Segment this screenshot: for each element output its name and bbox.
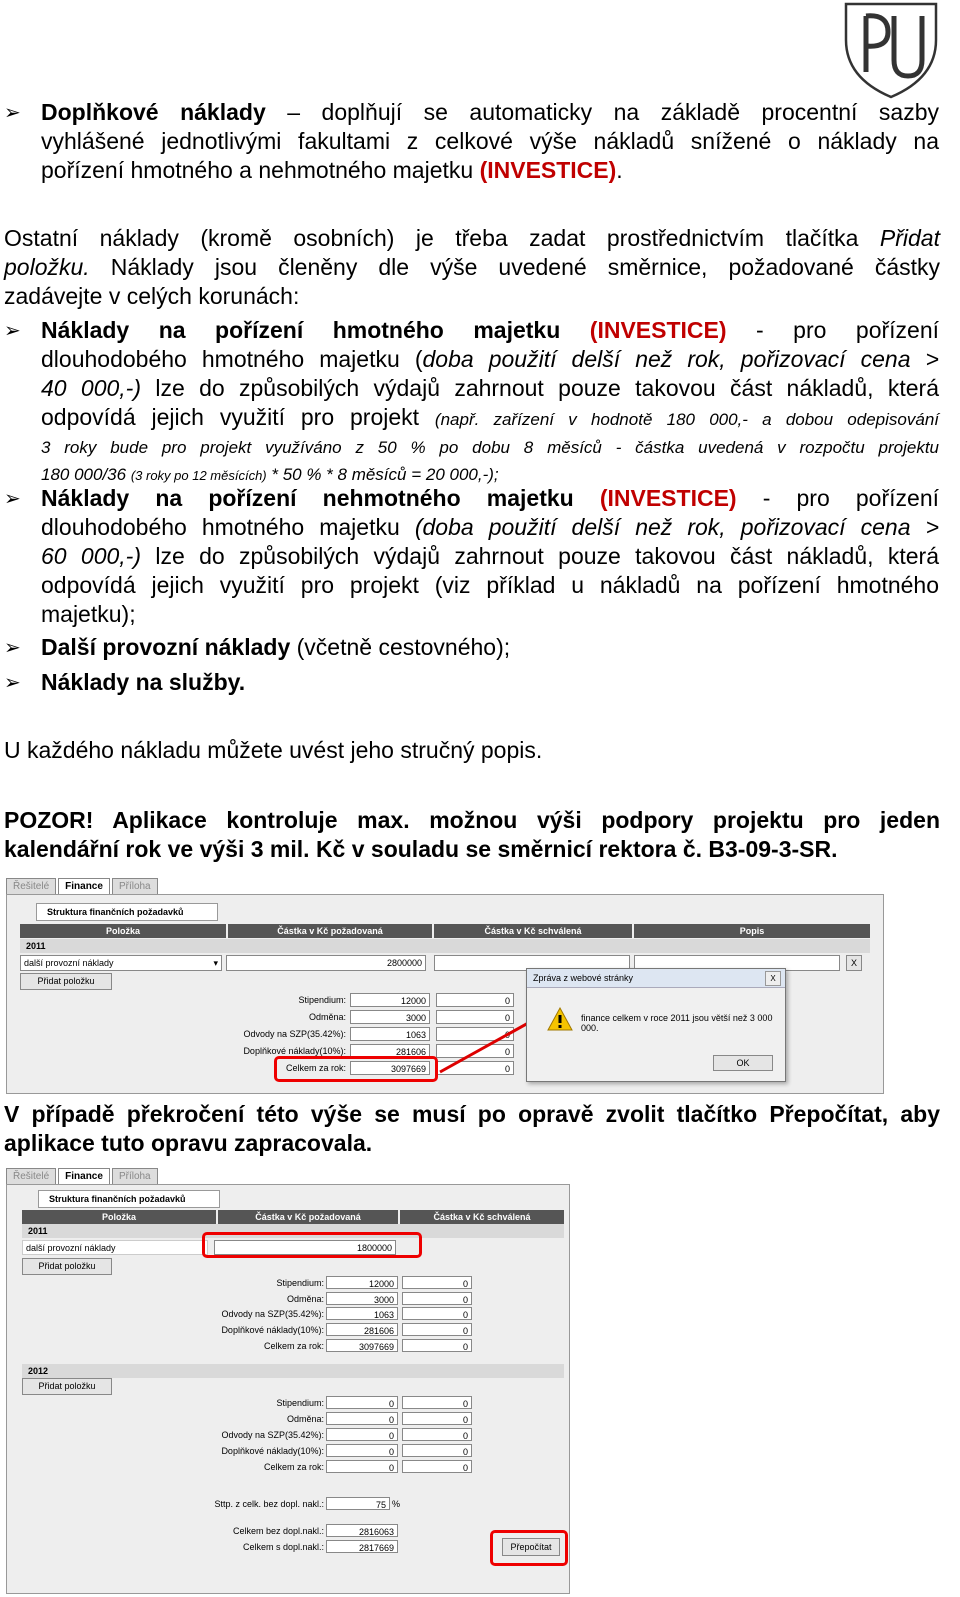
row-value: 12000 [326,1276,398,1289]
add-item-button[interactable]: Přidat položku [22,1378,112,1395]
row-label: Celkem za rok: [285,1063,346,1073]
text-fragment: - pro pořízení [726,317,940,343]
row-approved: 0 [402,1444,472,1457]
bullet-doplnkove-naklady [41,98,939,185]
row-approved: 0 [436,1010,514,1024]
text-fragment: (doba použití delší než rok, pořizovací cena > [414,514,939,540]
year-label: 2011 [20,939,870,953]
row-approved: 0 [402,1396,472,1409]
row-value: 0 [326,1444,398,1457]
rate-label: Sttp. z celk. bez dopl. nakl.: [214,1499,324,1509]
row-value: 281606 [350,1044,430,1058]
text-fragment: (např. zařízení v hodnotě 180 000,- a dobou odepisování [434,410,939,429]
tab-finance[interactable]: Finance [58,878,110,894]
row-label: Stipendium: [276,1278,324,1288]
paragraph-popis: U každého nákladu můžete uvést jeho stručný popis. [4,737,543,763]
row-label: Odměna: [286,1294,324,1304]
text-line: majetku); [41,601,136,627]
total-without-label: Celkem bez dopl.nakl.: [232,1526,324,1536]
bullet-title: Náklady na pořízení hmotného majetku [41,317,561,343]
row-approved: 0 [436,1044,514,1058]
row-approved: 0 [402,1276,472,1289]
total-with-value: 2817669 [326,1540,398,1553]
text-line: Náklady jsou členěny dle výše uvedené směrnice, požadované částky [89,254,940,280]
row-label: Doplňkové náklady(10%): [221,1446,324,1456]
text-fragment: odpovídá jejich využití pro projekt [41,404,435,430]
investice-label: (INVESTICE) [589,317,727,343]
row-approved: 0 [402,1460,472,1473]
screenshot-finance-recalc [6,1166,570,1594]
text-fragment: dlouhodobého hmotného majetku ( [41,346,423,372]
text-line: Ostatní náklady (kromě osobních) je třeba zadat prostřednictvím tlačítka [4,225,880,251]
text-line: zadávejte v celých korunách: [4,283,300,309]
highlight-amount [202,1232,422,1258]
text-fragment: 40 000,-) [41,375,141,401]
select-value: další provozní náklady [24,958,114,968]
row-label: Odměna: [308,1012,346,1022]
text-line: 3 roky bude pro projekt využíváno z 50 % po dobu 8 měsíců - částka uvedená v rozpočtu projektu [41,438,939,457]
add-item-button[interactable]: Přidat položku [22,1258,112,1275]
row-approved: 0 [402,1412,472,1425]
year-label: 2011 [22,1224,564,1238]
row-value: 0 [326,1412,398,1425]
row-value: 1063 [326,1307,398,1320]
row-label: Odměna: [286,1414,324,1424]
dialog-ok-button[interactable]: OK [713,1055,773,1071]
dialog-titlebar [527,969,785,988]
dialog-title: Zpráva z webové stránky [533,973,634,983]
investice-label: (INVESTICE) [479,157,617,183]
dialog-message: finance celkem v roce 2011 jsou větší než 3 000 000. [581,1013,773,1033]
text-line: V případě překročení této výše se musí po opravě zvolit tlačítko Přepočítat, aby [4,1101,940,1127]
text-fragment: lze do způsobilých výdajů zahrnout pouze takovou část nákladů, která [141,543,939,569]
column-header: Popis [634,924,870,938]
row-approved: 0 [402,1428,472,1441]
column-header: Položka [20,924,226,938]
rate-input[interactable]: 75 [326,1497,390,1510]
text-fragment: lze do způsobilých výdajů zahrnout pouze takovou část nákladů, která [141,375,939,401]
text-line: – doplňují se automaticky na základě procentní sazby [287,99,939,125]
text-line: aplikace tuto opravu zapracovala. [4,1130,373,1156]
text-fragment: (včetně cestovného); [290,634,511,660]
text-fragment: * 50 % * 8 měsíců = 20 000,-); [266,465,499,484]
bullet-title: Náklady na pořízení nehmotného majetku [41,485,574,511]
rate-unit: % [392,1499,401,1509]
row-label: Doplňkové náklady(10%): [221,1325,324,1335]
recalculate-button[interactable]: Přepočítat [502,1538,560,1556]
row-label: Doplňkové náklady(10%): [243,1046,346,1056]
text-fragment: Přidat [879,225,940,251]
paragraph-prepocitat [4,1100,940,1158]
tab-bar [6,878,160,894]
section-title: Struktura finančních požadavků [36,903,218,921]
column-header: Částka v Kč požadovaná [228,924,432,938]
amount-input[interactable]: 2800000 [226,955,426,971]
bullet-arrow-icon: ➢ [4,320,21,342]
column-header: Částka v Kč schválená [400,1210,564,1224]
bullet-title: Další provozní náklady [41,634,291,660]
text-line: pořízení hmotného a nehmotného majetku [41,157,480,183]
row-label: Odvody na SZP(35.42%): [243,1029,346,1039]
column-header: Částka v Kč schválená [434,924,632,938]
text-fragment: 60 000,-) [41,543,141,569]
bullet-nehmotny-majetek [41,484,939,629]
row-value: 0 [326,1460,398,1473]
dropdown-arrow-icon: ▾ [213,958,218,968]
row-label: Stipendium: [298,995,346,1005]
row-approved: 0 [402,1307,472,1320]
row-value: 3097669 [350,1061,430,1075]
column-header: Položka [22,1210,216,1224]
row-approved: 0 [402,1339,472,1352]
text-fragment: . [616,157,623,183]
row-value: 3000 [350,1010,430,1024]
item-type-select[interactable] [20,955,222,971]
row-value: 3000 [326,1292,398,1305]
amount-input[interactable]: 1800000 [214,1240,396,1255]
text-line: kalendářní rok ve výši 3 mil. Kč v souladu se směrnicí rektora č. B3-09-3-SR. [4,836,838,862]
bullet-sluzby: Náklady na služby. [41,669,246,695]
tab-priloha[interactable]: Příloha [112,878,158,894]
row-label: Odvody na SZP(35.42%): [221,1430,324,1440]
bullet-title: Doplňkové náklady [41,99,266,125]
section-title: Struktura finančních požadavků [38,1190,220,1208]
row-approved: 0 [436,1061,514,1075]
tab-finance[interactable]: Finance [58,1168,110,1184]
bullet-hmotny-majetek [41,316,939,489]
screenshot-finance-warning [6,876,886,1094]
row-label: Odvody na SZP(35.42%): [221,1309,324,1319]
text-line: odpovídá jejich využití pro projekt (viz příklad u nákladů na pořízení hmotného [41,572,939,598]
alert-dialog [526,968,786,1082]
paragraph-ostatni-naklady [4,224,940,311]
university-logo [838,0,944,100]
row-label: Celkem za rok: [263,1341,324,1351]
row-approved: 0 [436,993,514,1007]
row-approved: 0 [402,1292,472,1305]
text-fragment: doba použití delší než rok, pořizovací cena > [422,346,939,372]
text-fragment: položku. [4,254,90,280]
row-value: 3097669 [326,1339,398,1352]
row-label: Stipendium: [276,1398,324,1408]
text-line: vyhlášené jednotlivými fakultami z celkové výše nákladů snížené o náklady na [41,128,939,154]
row-value: 1063 [350,1027,430,1041]
item-type-field[interactable]: další provozní náklady [22,1240,208,1255]
bullet-dalsi-provozni [41,633,510,662]
total-without-value: 2816063 [326,1524,398,1537]
bullet-arrow-icon: ➢ [4,488,21,510]
text-fragment: 180 000/36 [41,465,131,484]
bullet-arrow-icon: ➢ [4,672,21,694]
tab-priloha[interactable]: Příloha [112,1168,158,1184]
year-label: 2012 [22,1364,564,1378]
highlight-recalculate [490,1530,568,1566]
row-label: Celkem za rok: [263,1462,324,1472]
row-value: 281606 [326,1323,398,1336]
add-item-button[interactable]: Přidat položku [20,973,112,990]
row-value: 0 [326,1396,398,1409]
highlight-total [274,1056,438,1082]
text-fragment: dlouhodobého hmotného majetku [41,514,415,540]
paragraph-pozor [4,806,940,864]
remove-item-button[interactable]: X [846,955,862,971]
warning-icon [547,1007,573,1036]
bullet-arrow-icon: ➢ [4,102,21,124]
text-fragment: - pro pořízení [736,485,939,511]
investice-label: (INVESTICE) [599,485,737,511]
row-approved: 0 [402,1323,472,1336]
row-value: 0 [326,1428,398,1441]
total-with-label: Celkem s dopl.nakl.: [242,1542,324,1552]
tab-bar [6,1168,160,1184]
dialog-close-button[interactable]: X [765,971,781,986]
column-header: Částka v Kč požadovaná [218,1210,398,1224]
tab-resitele[interactable]: Řešitelé [6,878,56,894]
row-value: 12000 [350,993,430,1007]
tab-resitele[interactable]: Řešitelé [6,1168,56,1184]
text-fragment: (3 roky po 12 měsících) [130,468,267,483]
bullet-arrow-icon: ➢ [4,637,21,659]
text-line: POZOR! Aplikace kontroluje max. možnou výši podpory projektu pro jeden [4,807,940,833]
